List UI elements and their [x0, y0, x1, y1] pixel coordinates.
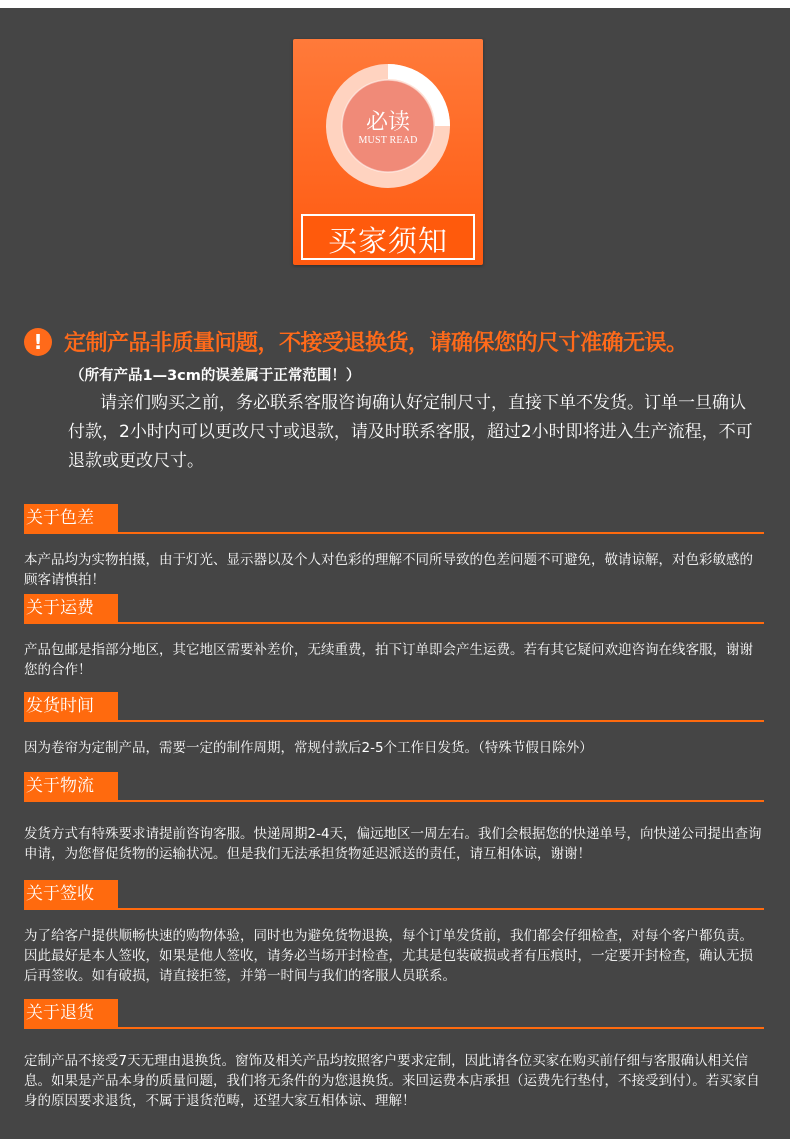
section-color-difference [24, 504, 764, 590]
section-header [24, 999, 764, 1031]
notice-page [0, 8, 790, 1139]
section-header [24, 692, 764, 724]
section-shipping-fee [24, 594, 764, 680]
section-divider [24, 622, 764, 624]
section-divider [24, 720, 764, 722]
section-body: 定制产品不接受7天无理由退换货。窗饰及相关产品均按照客户要求定制，因此请各位买家在购买前仔细与客服确认相关信息。如果是产品本身的质量问题，我们将无条件的为您退换货。来回运费本店承担（运费先行垫付，不接受到付）。若买家自身的原因要求退货，不属于退货范畴，还望大家互相体谅、理解！ [24, 1053, 760, 1109]
section-header [24, 594, 764, 626]
section-divider [24, 908, 764, 910]
section-title: 关于物流 [24, 772, 118, 801]
section-title: 关于运费 [24, 594, 118, 623]
section-header [24, 880, 764, 912]
badge-en-label: MUST READ [358, 135, 418, 146]
section-header [24, 772, 764, 804]
section-header [24, 504, 764, 536]
section-divider [24, 532, 764, 534]
section-divider [24, 800, 764, 802]
section-title: 关于签收 [24, 880, 118, 909]
section-signing [24, 880, 764, 986]
section-title: 关于退货 [24, 999, 118, 1028]
warning-note: （所有产品1—3cm的误差属于正常范围！） [70, 368, 361, 384]
section-body: 发货方式有特殊要求请提前咨询客服。快递周期2-4天，偏远地区一周左右。我们会根据您的快递单号，向快递公司提出查询申请，为您督促货物的运输状况。但是我们无法承担货物延迟派送的责任，请互相体谅，谢谢！ [24, 826, 762, 862]
badge-cn-label: 必读 [365, 110, 410, 135]
warning-headline: 定制产品非质量问题，不接受退换货，请确保您的尺寸准确无误。 [64, 331, 688, 356]
section-logistics [24, 772, 764, 864]
section-title: 关于色差 [24, 504, 118, 533]
section-body: 因为卷帘为定制产品，需要一定的制作周期，常规付款后2-5个工作日发货。（特殊节假日除外） [24, 740, 593, 756]
section-body: 为了给客户提供顺畅快速的购物体验，同时也为避免货物退换，每个订单发货前，我们都会仔细检查，对每个客户都负责。因此最好是本人签收，如果是他人签收，请务必当场开封检查，尤其是包装破损或者有压痕时，一定要开封检查，确认无损后再签收。如有破损，请直接拒签，并第一时间与我们的客服人员联系。 [24, 928, 753, 984]
warning-icon: ! [24, 328, 52, 356]
section-divider [24, 1027, 764, 1029]
must-read-badge [293, 39, 483, 265]
section-delivery-time [24, 692, 764, 758]
section-title: 发货时间 [24, 692, 118, 721]
section-body: 产品包邮是指部分地区，其它地区需要补差价，无续重费，拍下订单即会产生运费。若有其它疑问欢迎咨询在线客服，谢谢您的合作！ [24, 642, 753, 678]
badge-title-strip [301, 214, 475, 260]
warning-body: 请亲们购买之前，务必联系客服咨询确认好定制尺寸，直接下单不发货。订单一旦确认付款，2小时内可以更改尺寸或退款，请及时联系客服，超过2小时即将进入生产流程，不可退款或更改尺寸。 [68, 393, 753, 471]
section-returns [24, 999, 764, 1111]
badge-title: 买家须知 [327, 224, 448, 258]
section-body: 本产品均为实物拍摄，由于灯光、显示器以及个人对色彩的理解不同所导致的色差问题不可避免，敬请谅解，对色彩敏感的顾客请慎拍！ [24, 552, 753, 588]
